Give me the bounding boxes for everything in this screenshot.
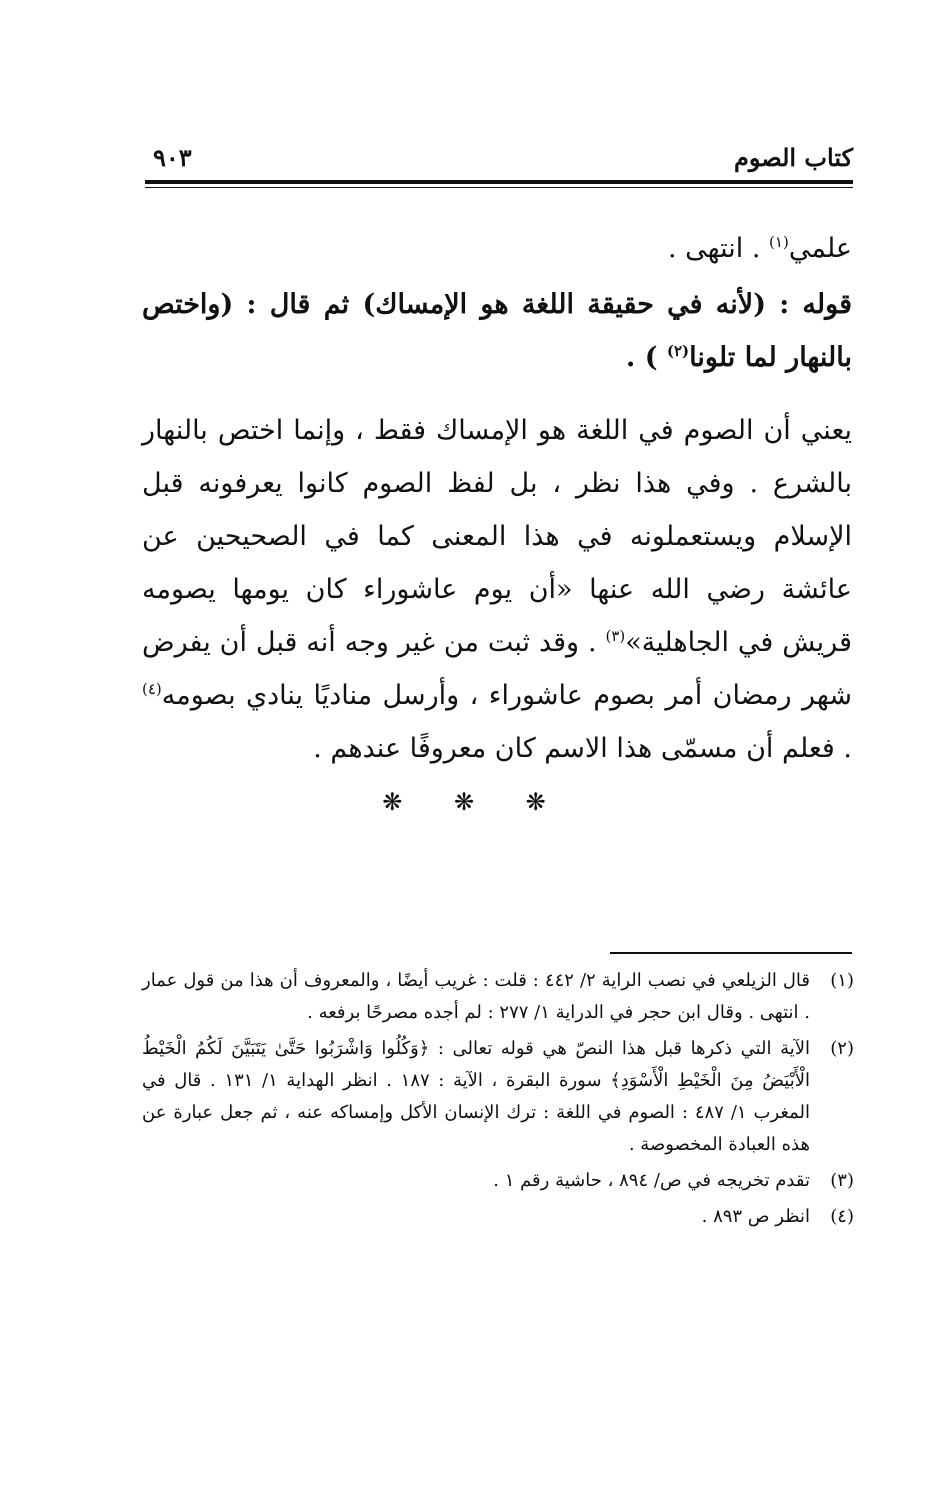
header-rule-thick xyxy=(145,180,853,184)
footnote-text: الآية التي ذكرها قبل هذا النصّ هي قوله تعالى : ﴿وَكُلُوا وَاشْرَبُوا حَتَّىٰ يَتَبَيَّنَ لَكُمُ الْخَيْطُ الْأَبْيَضُ مِنَ الْخَيْطِ الْأَسْوَدِ﴾ سورة البقرة ، الآية : ١٨٧ . انظر الهداية ١/ ١٣١ . قال في المغرب ١/ ٤٨٧ : الصوم في اللغة : ترك الإنسان الأكل وإمساكه عنه ، ثم جعل عبارة عن هذه العبادة المخصوصة . xyxy=(142,1038,810,1155)
footnotes xyxy=(142,965,854,1237)
footnote-rule xyxy=(610,952,852,954)
running-title: كتاب الصوم xyxy=(734,143,853,172)
paragraph-2-text: قوله : (لأنه في حقيقة اللغة هو الإمساك) ثم قال : (واختص بالنهار لما تلونا xyxy=(142,289,852,373)
footnote-text: تقدم تخريجه في ص/ ٨٩٤ ، حاشية رقم ١ . xyxy=(493,1170,810,1191)
main-text xyxy=(142,222,852,775)
footnote-ref-2: (٢) xyxy=(666,342,690,360)
paragraph-3-text-c: . فعلم أن مسمّى هذا الاسم كان معروفًا عندهم . xyxy=(313,733,852,764)
footnote-number: (١) xyxy=(830,970,854,991)
paragraph-1-end: . انتهى . xyxy=(668,233,761,264)
footnote-item xyxy=(142,1165,854,1197)
paragraph-3-text-a: يعني أن الصوم في اللغة هو الإمساك فقط ، وإنما اختص بالنهار بالشرع . وفي هذا نظر ، بل لفظ الصوم كانوا يعرفونه قبل الإسلام ويستعملونه في هذا المعنى كما في الصحيحين عن عائشة رضي الله عنها «أن يوم عاشوراء كان يومها يصومه قريش في الجاهلية» xyxy=(142,415,852,658)
paragraph-3 xyxy=(142,404,852,775)
footnote-ref-3: (٣) xyxy=(605,627,626,645)
paragraph-1 xyxy=(142,222,852,275)
header-rule-thin xyxy=(145,187,853,188)
paragraph-2-end: ) . xyxy=(625,342,658,373)
paragraph-1-text: علمي xyxy=(788,233,852,264)
page-header xyxy=(145,138,853,178)
paragraph-2 xyxy=(142,278,852,384)
footnote-number: (٤) xyxy=(830,1206,854,1227)
section-divider: ❋ ❋ ❋ xyxy=(382,788,568,816)
footnote-ref-4: (٤) xyxy=(142,680,162,698)
footnote-text: انظر ص ٨٩٣ . xyxy=(701,1206,810,1227)
footnote-item xyxy=(142,1033,854,1161)
page-number: ٩٠٣ xyxy=(153,143,192,172)
footnote-number: (٣) xyxy=(830,1170,854,1191)
paragraph-3-text-b: . وقد ثبت من غير وجه أنه قبل أن يفرض شهر رمضان أمر بصوم عاشوراء ، وأرسل مناديًا ينادي بصومه xyxy=(142,627,852,711)
footnote-number: (٢) xyxy=(830,1038,854,1059)
footnote-item xyxy=(142,1201,854,1233)
footnote-text: قال الزيلعي في نصب الراية ٢/ ٤٤٢ : قلت : غريب أيضًا ، والمعروف أن هذا من قول عمار . انتهى . وقال ابن حجر في الدراية ١/ ٢٧٧ : لم أجده مصرحًا برفعه . xyxy=(142,970,810,1023)
footnote-item xyxy=(142,965,854,1029)
footnote-ref-1: (١) xyxy=(769,233,789,251)
